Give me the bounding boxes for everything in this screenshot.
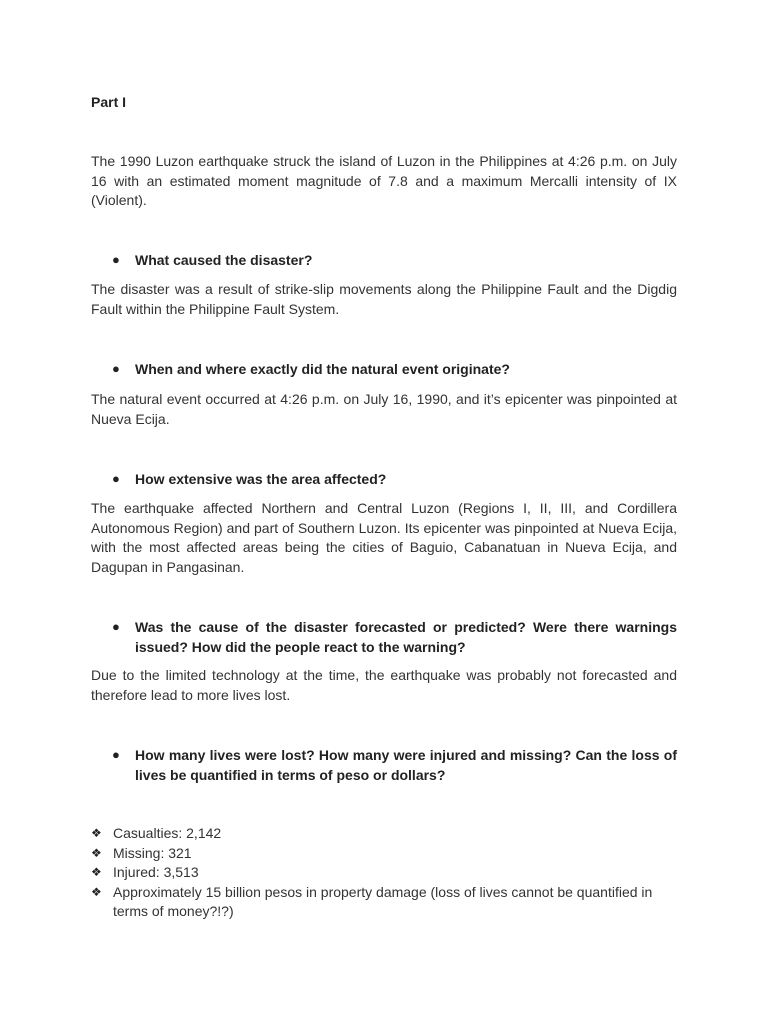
question-lives: [112, 745, 677, 785]
diamond-bullet-icon: ❖: [91, 865, 102, 879]
question-extent: [112, 469, 677, 489]
question-text: How extensive was the area affected?: [135, 471, 387, 487]
question-caused: [112, 250, 677, 270]
question-text: When and where exactly did the natural event originate?: [135, 361, 510, 377]
stat-text: Casualties: 2,142: [113, 825, 222, 841]
list-item: [91, 824, 691, 844]
question-text: Was the cause of the disaster forecasted or predicted? Were there warnings issued? How did the people react to the warning?: [135, 619, 677, 655]
question-text: What caused the disaster?: [135, 252, 313, 268]
question-forecast: [112, 617, 677, 657]
diamond-bullet-icon: ❖: [91, 845, 102, 860]
diamond-bullet-icon: ❖: [91, 884, 102, 899]
question-text: How many lives were lost? How many were injured and missing? Can the loss of lives be quantified in terms of peso or dollars?: [135, 747, 677, 783]
stat-text: Approximately 15 billion pesos in property damage (loss of lives cannot be quantified in terms of money?!?): [113, 883, 653, 919]
bullet-icon: ●: [112, 252, 120, 267]
bullet-icon: ●: [112, 361, 120, 376]
intro-paragraph: The 1990 Luzon earthquake struck the island of Luzon in the Philippines at 4:26 p.m. on July 16 with an estimated moment magnitude of 7.8 and a maximum Mercalli intensity of IX (Violent).: [91, 153, 677, 208]
stat-text: Injured: 3,513: [113, 864, 199, 880]
bullet-icon: ●: [112, 471, 120, 486]
answer-extent: The earthquake affected Northern and Central Luzon (Regions I, II, III, and Cordillera Autonomous Region) and part of Southern Luzon. Its epicenter was pinpointed at Nueva Ecija, with the most affected areas being the cities of Baguio, Cabanatuan in Nueva Ecija, and Dagupan in Pangasinan.: [91, 500, 677, 575]
question-origin: [112, 359, 677, 379]
answer-caused: The disaster was a result of strike-slip movements along the Philippine Fault and the Digdig Fault within the Philippine Fault System.: [91, 281, 677, 317]
stat-text: Missing: 321: [113, 844, 192, 861]
bullet-icon: ●: [112, 747, 120, 762]
list-item: [91, 883, 691, 922]
list-item: [91, 863, 691, 883]
answer-origin: The natural event occurred at 4:26 p.m. on July 16, 1990, and it’s epicenter was pinpointed at Nueva Ecija.: [91, 391, 677, 427]
bullet-icon: ●: [112, 619, 120, 634]
diamond-bullet-icon: ❖: [91, 826, 102, 840]
stats-list: [91, 824, 691, 922]
part-title: Part I: [91, 94, 127, 110]
list-item: [91, 844, 691, 864]
answer-forecast: Due to the limited technology at the time, the earthquake was probably not forecasted and therefore lead to more lives lost.: [91, 667, 677, 703]
